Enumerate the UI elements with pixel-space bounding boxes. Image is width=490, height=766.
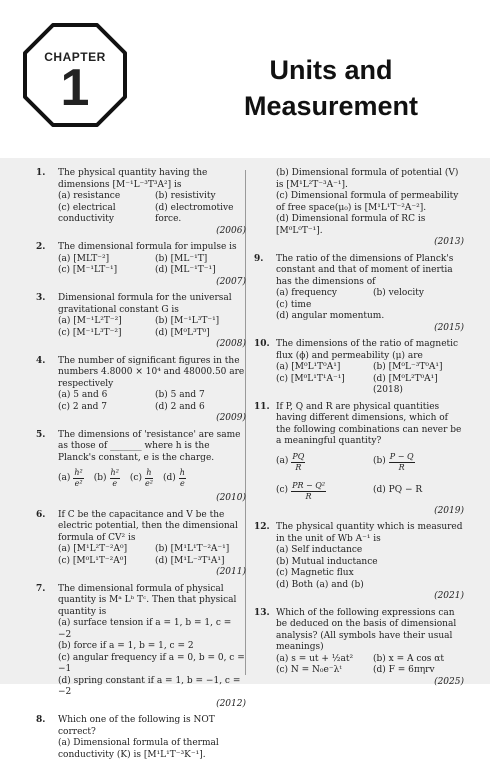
question-stem: The physical quantity having the dimensions [M⁻¹L⁻³T³A²] is [58,168,208,190]
numerator: h² [74,468,83,477]
option: (c) Dimensional formula of permeability of free space(μ₀) is [M¹L¹T⁻²A⁻²]. [276,191,459,213]
option: (c) electrical conductivity [58,202,116,224]
options-grid [58,544,246,567]
option: (d) F = 6πηrv [373,665,435,675]
denominator: R [295,462,302,472]
fraction-option [58,468,84,489]
year-tag: (2007) [216,276,246,287]
fraction-options [276,448,464,506]
option: (d) angular momentum. [276,311,385,321]
question-stem: The ratio of the dimensions of Planck's constant and that of moment of inertia has the dimensions of [276,253,454,287]
option: (b) velocity [373,288,424,298]
question-item [36,510,246,579]
year-tag: (2006) [216,225,246,236]
fraction [73,468,83,489]
options-grid [276,288,464,311]
question-number: 7. [36,583,46,594]
left-column [36,168,246,766]
question-stem: The dimensional formula of physical quantity is Mᵃ Lᵇ Tᶜ. Then that physical quantity is [58,583,237,617]
option: (b) Dimensional formula of potential (V) is [M¹L²T⁻³A⁻¹]. [276,168,459,190]
question-stem: The physical quantity which is measured in the unit of Wb A⁻¹ is [276,522,463,544]
denominator: R [398,462,405,472]
year-tag: (2019) [434,505,464,516]
option: (a) resistance [58,191,121,201]
right-column [254,168,464,693]
chapter-number: 1 [60,59,90,117]
question-item [36,242,246,288]
year-tag: (2015) [434,322,464,333]
option: (d) PQ − R [373,485,423,496]
option: (b) [ML⁻¹T] [155,253,208,264]
question-item [36,430,246,505]
year-tag: (2025) [434,676,464,687]
fraction [145,468,153,489]
title-line-2: Measurement [243,91,419,121]
option: (d) electromotive force. [155,202,234,224]
question-number: 13. [254,607,270,618]
option: (d) [M⁰L²T⁰A¹] (2018) [373,373,438,395]
option: (c) [M⁻¹LT⁻¹] [58,265,118,275]
option: (a) surface tension if a = 1, b = 1, c = −2 [58,618,232,640]
option-label: (c) [276,485,289,496]
question-item [254,339,464,397]
question-number: 4. [36,355,46,366]
question-item [254,254,464,335]
options-grid [58,390,246,413]
question-stem: The number of significant figures in the numbers 4.8000 × 10⁴ and 48000.50 are respectively [58,355,245,389]
question-stem: If P, Q and R are physical quantities having different dimensions, which of the following combinations can never be a meaningful quantity? [276,401,462,446]
numerator: h [179,468,185,477]
option-label: (d) [162,472,176,483]
question-number: 12. [254,522,270,532]
option: (b) x = A cos αt [373,653,444,664]
option: (b) [M¹L¹T⁻²A⁻¹] [155,544,230,554]
option: (a) 5 and 6 [58,390,108,400]
option: (b) [M⁰L⁻³T⁰A¹] [373,362,443,372]
option: (c) N = N₀e⁻λᵗ [276,665,342,675]
option: (a) Dimensional formula of thermal conductivity (K) is [M¹L¹T⁻³K⁻¹]. [58,738,219,760]
option: (d) Both (a) and (b) [276,579,364,590]
option: (a) [M⁻¹L²T⁻²] [58,316,122,326]
option-label: (b) [373,456,386,467]
fraction-option [94,468,120,489]
option: (a) [M⁰L¹T⁰A¹] [276,362,341,372]
option: (c) angular frequency if a = 0, b = 0, c = −1 [58,652,245,674]
denominator: e [112,479,118,488]
option: (d) spring constant if a = 1, b = −1, c = −2 [58,675,241,697]
question-item [254,608,464,689]
option: (b) 5 and 7 [155,390,205,400]
title-line-1: Units and [269,55,393,85]
options-grid [276,362,464,397]
option: (a) Self inductance [276,545,363,555]
option: (d) [ML⁻¹T⁻¹] [155,265,216,275]
options-grid [58,254,246,277]
option-label: (c) [129,472,142,483]
fraction-option [130,468,153,489]
option: (c) 2 and 7 [58,401,108,412]
question-number: 8. [36,715,46,725]
question-stem: If C be the capacitance and V be the electric potential, then the dimensional formula of CV² is [58,509,238,543]
year-tag: (2008) [216,339,246,349]
option-label: (a) [276,456,289,467]
options-grid [58,191,246,226]
denominator: e [179,479,185,488]
question-number: 9. [254,253,264,264]
option: (d) [M⁰L³T⁰] [155,327,210,338]
option: (c) time [276,299,312,310]
question-item [254,402,464,518]
year-tag: (2021) [434,591,464,601]
year-tag: (2013) [434,237,464,247]
question-stem: Which of the following expressions can be deduced on the basis of dimensional analysis? (All symbols have their usual meanings) [276,607,457,652]
option: (b) force if a = 1, b = 1, c = 2 [58,641,194,651]
numerator: P − Q [389,451,414,461]
question-number: 11. [254,401,270,412]
option: (b) Mutual inductance [276,556,378,567]
question-number: 5. [36,429,46,440]
question-number: 1. [36,168,46,178]
numerator: h² [110,468,119,477]
question-item [254,168,464,249]
denominator: R [305,491,312,501]
year-tag: (2010) [216,493,246,503]
fraction [179,468,186,489]
question-number: 2. [36,242,46,252]
chapter-title [186,52,476,124]
numerator: PQ [292,451,305,461]
chapter-label: CHAPTER [44,50,106,64]
fraction-option [276,481,367,502]
option: (d) 2 and 6 [155,401,205,412]
question-item [36,715,246,761]
denominator: e² [74,479,83,488]
option: (b) [M⁻¹L³T⁻¹] [155,316,220,326]
question-item [36,356,246,425]
option: (a) [M¹L²T⁻²A⁰] [58,544,128,554]
option: (c) [M⁻¹L³T⁻²] [58,327,122,338]
option: (a) s = ut + ½at² [276,653,354,664]
question-stem: The dimensions of 'resistance' are same as those of _______ where h is the Planck's constant, e is the charge. [58,429,241,463]
fraction-option [373,452,464,473]
option-label: (a) [58,472,71,483]
fraction [291,481,326,502]
option: (b) resistivity [155,191,216,201]
question-number: 6. [36,509,46,520]
option [373,300,464,312]
question-item [36,168,246,237]
question-stem: Which one of the following is NOT correct? [58,715,215,737]
question-number: 3. [36,293,46,303]
option: (c) [M⁰L¹T⁻²A⁰] [58,555,127,566]
question-stem: The dimensional formula for impulse is [58,242,237,252]
option: (a) [MLT⁻²] [58,253,110,264]
option-label: (b) [93,472,107,483]
option: (d) [M¹L⁻³T¹A¹] [155,555,225,566]
question-item [36,293,246,351]
numerator: h [146,468,152,477]
option: (a) frequency [276,288,338,298]
year-tag: (2011) [216,567,246,577]
year-tag: (2012) [216,698,246,709]
question-item [36,584,246,711]
denominator: e² [144,479,153,488]
numerator: PR − Q² [292,480,326,490]
question-item [254,522,464,603]
question-stem: The dimensions of the ratio of magnetic flux (ϕ) and permeability (μ) are [276,339,459,361]
options-grid [276,654,464,677]
option: (c) Magnetic flux [276,568,354,578]
fraction [389,452,415,473]
fraction-option [163,468,186,489]
year-tag: (2009) [216,413,246,423]
options-grid [58,316,246,339]
option: (d) Dimensional formula of RC is [M⁰L⁰T⁻¹]. [276,214,426,236]
fraction-options [58,464,246,493]
fraction-option [276,452,367,473]
question-number: 10. [254,339,270,349]
fraction [110,468,120,489]
question-stem: Dimensional formula for the universal gravitational constant G is [58,293,232,315]
option: (c) [M⁰L¹T¹A⁻¹] [276,373,345,384]
chapter-header [0,0,490,156]
fraction [291,452,305,473]
